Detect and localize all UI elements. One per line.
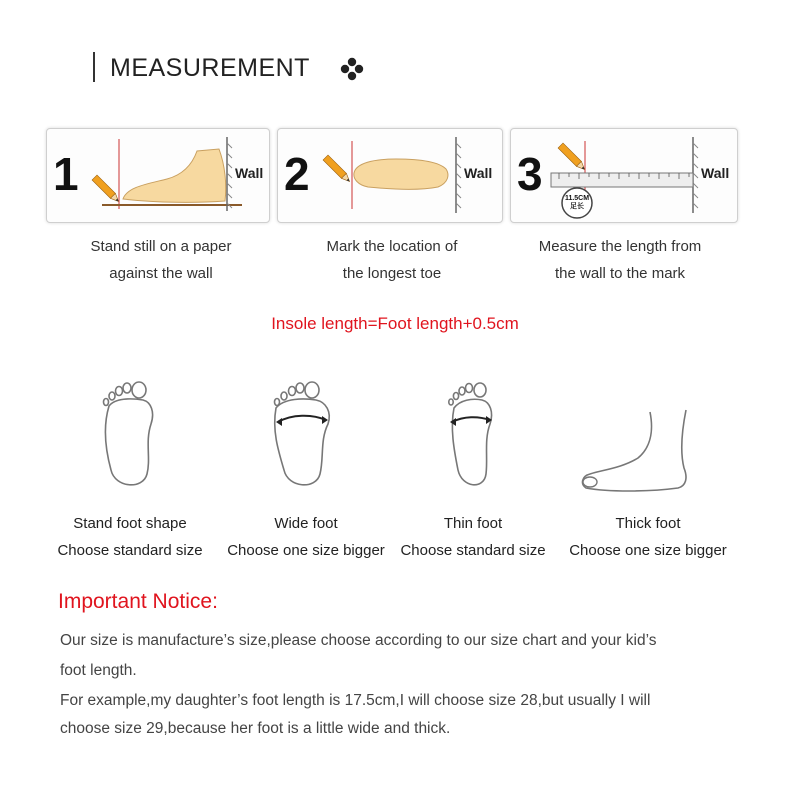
- notice-line: For example,my daughter’s foot length is 17.5cm,I will choose size 28,but usually I will: [60, 692, 651, 709]
- foot-type-name: Thick foot: [615, 515, 681, 532]
- quatrefoil-icon: [340, 57, 364, 81]
- notice-line: foot length.: [60, 662, 137, 679]
- foot-type-wide: [216, 510, 396, 564]
- step-number: 3: [517, 148, 543, 200]
- wall-label: Wall: [701, 165, 730, 181]
- step-caption-line: Stand still on a paper: [90, 238, 232, 255]
- notice-title: Important Notice:: [58, 590, 218, 613]
- foot-type-thick: [558, 510, 738, 564]
- step-caption-1: [46, 233, 276, 287]
- step-panel-2: [277, 128, 503, 223]
- wall-label: Wall: [464, 165, 493, 181]
- header-divider: [93, 52, 95, 82]
- ruler-reading: [563, 195, 591, 211]
- foot-type-name: Wide foot: [274, 515, 338, 532]
- wide-foot-icon: [268, 378, 338, 500]
- step-caption-line: against the wall: [109, 265, 213, 282]
- step-caption-3: [505, 233, 735, 287]
- thin-foot-icon: [438, 378, 508, 500]
- step-caption-2: [277, 233, 507, 287]
- foot-type-name: Stand foot shape: [73, 515, 187, 532]
- foot-type-advice: Choose one size bigger: [227, 542, 385, 559]
- page-title: MEASUREMENT: [110, 54, 310, 82]
- notice-line: Our size is manufacture’s size,please choose according to our size chart and your kid’s: [60, 632, 657, 649]
- insole-formula: Insole length=Foot length+0.5cm: [271, 314, 519, 333]
- step-caption-line: Mark the location of: [326, 238, 458, 255]
- step-panel-3: [510, 128, 738, 223]
- foot-type-advice: Choose standard size: [57, 542, 203, 559]
- foot-type-standard: [40, 510, 220, 564]
- step-caption-line: Measure the length from: [538, 238, 702, 255]
- step-number: 1: [53, 148, 79, 200]
- wall-label: Wall: [235, 165, 264, 181]
- step-caption-line: the longest toe: [342, 265, 442, 282]
- foot-type-name: Thin foot: [443, 515, 503, 532]
- step-panel-1: [46, 128, 270, 223]
- foot-type-thin: [383, 510, 563, 564]
- ruler-reading-value: 11.5CM: [564, 195, 590, 202]
- notice-line: choose size 29,because her foot is a little wide and thick.: [60, 720, 451, 737]
- thick-foot-icon: [578, 408, 698, 498]
- standard-foot-icon: [95, 378, 165, 500]
- ruler-reading-caption: 足长: [570, 203, 584, 210]
- foot-type-advice: Choose one size bigger: [569, 542, 727, 559]
- foot-type-advice: Choose standard size: [400, 542, 546, 559]
- step-caption-line: the wall to the mark: [554, 265, 686, 282]
- step-number: 2: [284, 148, 310, 200]
